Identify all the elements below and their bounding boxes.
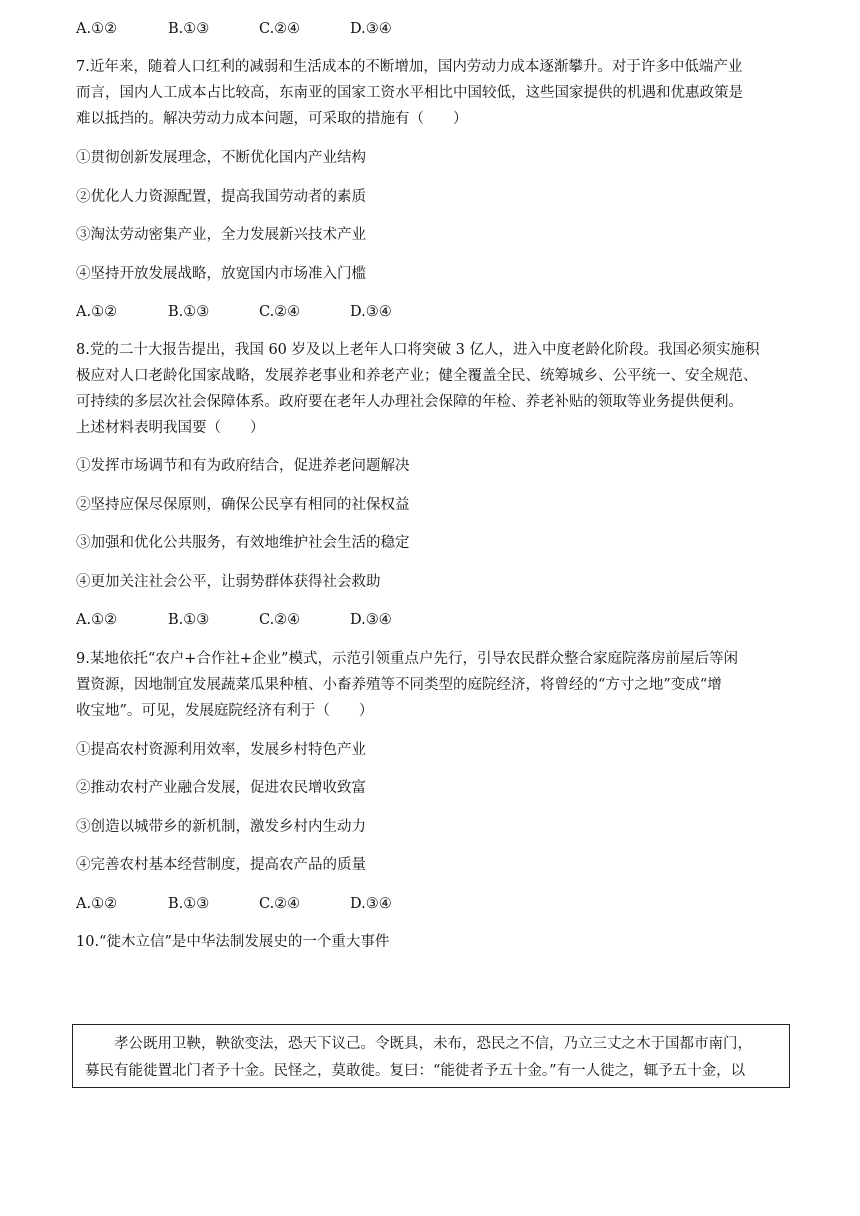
q7-stem-line-1: 7.近年来，随着人口红利的减弱和生活成本的不断增加，国内劳动力成本逐渐攀升。对于许多中低端产业 xyxy=(76,59,743,75)
q10-quote-line-1: 孝公既用卫鞅，鞅欲变法，恐天下议己。令既具，未布，恐民之不信，乃立三丈之木于国都市南门， xyxy=(85,1036,752,1052)
q9-stem-line-1: 9.某地依托“农户+合作社+企业”模式，示范引领重点户先行，引导农民群众整合家庭院落房前屋后等闲 xyxy=(76,651,738,667)
q10-quote-box xyxy=(72,1024,790,1088)
q7-stem-line-3: 难以抵挡的。解决劳动力成本问题，可采取的措施有（ ） xyxy=(76,111,468,127)
q8-item-1: ①发挥市场调节和有为政府结合，促进养老问题解决 xyxy=(76,458,410,474)
q9-option-d[interactable]: D.③④ xyxy=(350,896,392,912)
q8-item-3: ③加强和优化公共服务，有效地维护社会生活的稳定 xyxy=(76,535,410,551)
q9-item-4: ④完善农村基本经营制度，提高农产品的质量 xyxy=(76,857,366,873)
q7-item-2: ②优化人力资源配置，提高我国劳动者的素质 xyxy=(76,189,366,205)
q8-option-c[interactable]: C.②④ xyxy=(259,612,301,628)
q7-option-d[interactable]: D.③④ xyxy=(350,304,392,320)
q6-option-b[interactable]: B.①③ xyxy=(168,21,210,37)
q8-option-b[interactable]: B.①③ xyxy=(168,612,210,628)
q9-option-b[interactable]: B.①③ xyxy=(168,896,210,912)
q6-option-d[interactable]: D.③④ xyxy=(350,21,392,37)
q8-stem-line-1: 8.党的二十大报告提出，我国 60 岁及以上老年人口将突破 3 亿人，进入中度老龄化阶段。我国必须实施积 xyxy=(76,342,760,358)
q8-option-d[interactable]: D.③④ xyxy=(350,612,392,628)
q6-option-c[interactable]: C.②④ xyxy=(259,21,301,37)
q8-item-2: ②坚持应保尽保原则，确保公民享有相同的社保权益 xyxy=(76,497,410,513)
q10-stem-line: 10.“徙木立信”是中华法制发展史的一个重大事件 xyxy=(76,934,390,950)
q8-stem-line-3: 可持续的多层次社会保障体系。政府要在老年人办理社会保障的年检、养老补贴的领取等业务提供便利。 xyxy=(76,394,743,410)
q7-option-a[interactable]: A.①② xyxy=(76,304,118,320)
q7-item-1: ①贯彻创新发展理念，不断优化国内产业结构 xyxy=(76,150,366,166)
q8-stem-line-4: 上述材料表明我国要（ ） xyxy=(76,420,265,436)
q7-item-4: ④坚持开放发展战略，放宽国内市场准入门槛 xyxy=(76,266,366,282)
q7-option-b[interactable]: B.①③ xyxy=(168,304,210,320)
q9-option-a[interactable]: A.①② xyxy=(76,896,118,912)
q7-item-3: ③淘汰劳动密集产业，全力发展新兴技术产业 xyxy=(76,227,366,243)
q9-stem-line-2: 置资源，因地制宜发展蔬菜瓜果种植、小畜养殖等不同类型的庭院经济，将曾经的“方寸之地”变成“增 xyxy=(76,677,722,693)
q9-item-3: ③创造以城带乡的新机制，激发乡村内生动力 xyxy=(76,819,366,835)
q7-stem-line-2: 而言，国内人工成本占比较高，东南亚的国家工资水平相比中国较低，这些国家提供的机遇和优惠政策是 xyxy=(76,85,743,101)
q9-stem-line-3: 收宝地”。可见，发展庭院经济有利于（ ） xyxy=(76,703,374,719)
q6-option-a[interactable]: A.①② xyxy=(76,21,118,37)
q7-option-c[interactable]: C.②④ xyxy=(259,304,301,320)
q8-item-4: ④更加关注社会公平，让弱势群体获得社会救助 xyxy=(76,574,381,590)
q9-item-2: ②推动农村产业融合发展，促进农民增收致富 xyxy=(76,780,366,796)
q8-option-a[interactable]: A.①② xyxy=(76,612,118,628)
q9-item-1: ①提高农村资源利用效率，发展乡村特色产业 xyxy=(76,742,366,758)
q8-stem-line-2: 极应对人口老龄化国家战略，发展养老事业和养老产业；健全覆盖全民、统筹城乡、公平统一、安全规范、 xyxy=(76,368,758,384)
q10-quote-line-2: 募民有能徙置北门者予十金。民怪之，莫敢徙。复曰：“能徙者予五十金。”有一人徙之，辄予五十金，以 xyxy=(85,1063,746,1079)
q9-option-c[interactable]: C.②④ xyxy=(259,896,301,912)
